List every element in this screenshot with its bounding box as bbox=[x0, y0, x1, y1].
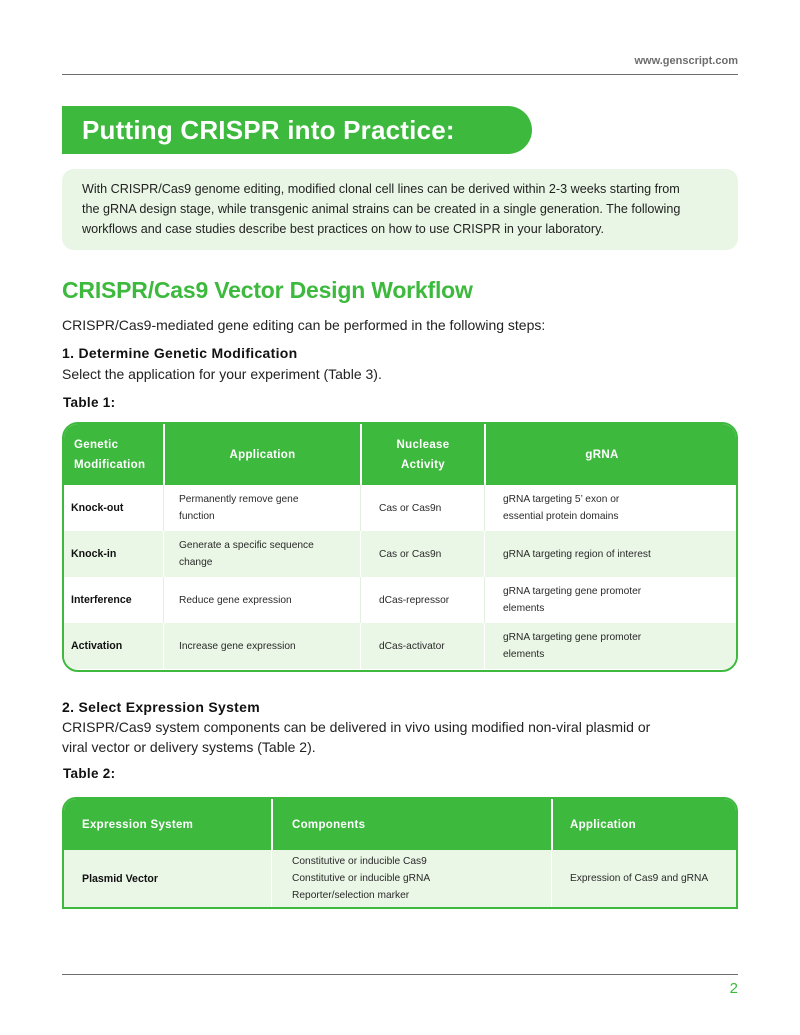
cell-application: Reduce gene expression bbox=[179, 594, 292, 606]
cell-divider bbox=[271, 850, 272, 907]
table-row bbox=[64, 485, 736, 531]
cell-divider bbox=[484, 623, 485, 669]
cell-divider bbox=[163, 623, 164, 669]
step1-heading: 1. Determine Genetic Modification bbox=[62, 345, 298, 361]
cell-application: Permanently remove gene function bbox=[179, 494, 299, 522]
header-divider bbox=[551, 799, 553, 850]
cell-expression-system: Plasmid Vector bbox=[82, 872, 158, 885]
header-divider bbox=[62, 74, 738, 75]
cell-application: Generate a specific sequence change bbox=[179, 540, 314, 568]
cell-modification: Knock-out bbox=[71, 501, 124, 514]
cell-nuclease: Cas or Cas9n bbox=[379, 502, 442, 514]
header-nuclease-activity: Nuclease Activity bbox=[396, 438, 450, 471]
intro-line: the gRNA design stage, while transgenic animal strains can be created in a single generation. The following bbox=[82, 202, 681, 216]
header-components: Components bbox=[292, 818, 366, 831]
cell-divider bbox=[163, 531, 164, 577]
page-number: 2 bbox=[729, 980, 738, 997]
intro-box bbox=[62, 169, 738, 250]
cell-grna: gRNA targeting gene promoter elements bbox=[503, 586, 642, 614]
site-url[interactable]: www.genscript.com bbox=[634, 55, 738, 67]
header-grna: gRNA bbox=[585, 448, 619, 461]
component-item: Reporter/selection marker bbox=[292, 890, 410, 901]
steps-intro: CRISPR/Cas9-mediated gene editing can be performed in the following steps: bbox=[62, 317, 546, 333]
cell-grna: gRNA targeting gene promoter elements bbox=[503, 632, 642, 660]
section-title: CRISPR/Cas9 Vector Design Workflow bbox=[62, 277, 473, 303]
table-row bbox=[64, 850, 736, 907]
table2-label: Table 2: bbox=[63, 766, 116, 781]
header-application: Application bbox=[229, 448, 296, 461]
table-row bbox=[64, 531, 736, 577]
cell-divider bbox=[360, 577, 361, 623]
component-item: Constitutive or inducible gRNA bbox=[292, 873, 431, 884]
cell-divider bbox=[360, 485, 361, 531]
intro-line: workflows and case studies describe best practices on how to use CRISPR in your laboratory. bbox=[82, 222, 604, 236]
cell-nuclease: Cas or Cas9n bbox=[379, 548, 442, 560]
step2-text: CRISPR/Cas9 system components can be delivered in vivo using modified non-viral plasmid or viral vector or delivery systems (Table 2). bbox=[62, 719, 651, 755]
table-row bbox=[64, 623, 736, 669]
cell-divider bbox=[484, 531, 485, 577]
footer-divider bbox=[62, 974, 738, 975]
cell-divider bbox=[163, 485, 164, 531]
table1-header bbox=[64, 424, 736, 485]
header-divider bbox=[271, 799, 273, 850]
cell-divider bbox=[163, 577, 164, 623]
intro-line: With CRISPR/Cas9 genome editing, modified clonal cell lines can be derived within 2-3 weeks starting from bbox=[82, 182, 680, 196]
cell-grna: gRNA targeting 5’ exon or essential protein domains bbox=[503, 494, 620, 522]
header-expression-system: Expression System bbox=[82, 818, 194, 831]
cell-application: Expression of Cas9 and gRNA bbox=[570, 873, 709, 884]
cell-divider bbox=[551, 850, 552, 907]
expression-system-table bbox=[62, 797, 738, 909]
cell-divider bbox=[360, 531, 361, 577]
cell-modification: Activation bbox=[71, 639, 123, 652]
cell-modification: Knock-in bbox=[71, 547, 117, 560]
cell-grna: gRNA targeting region of interest bbox=[503, 548, 651, 560]
step2-heading: 2. Select Expression System bbox=[62, 699, 260, 715]
header-genetic-modification: Genetic Modification bbox=[74, 438, 146, 471]
table-row bbox=[64, 577, 736, 623]
component-item: Constitutive or inducible Cas9 bbox=[292, 856, 427, 867]
modification-table bbox=[62, 422, 738, 672]
step1-text: Select the application for your experiment (Table 3). bbox=[62, 366, 382, 382]
cell-divider bbox=[484, 485, 485, 531]
cell-application: Increase gene expression bbox=[179, 640, 296, 652]
cell-modification: Interference bbox=[71, 593, 132, 606]
page-banner: Putting CRISPR into Practice: bbox=[62, 106, 532, 154]
cell-components bbox=[292, 850, 547, 907]
cell-nuclease: dCas-activator bbox=[379, 640, 445, 652]
table2-header bbox=[64, 799, 736, 850]
cell-divider bbox=[484, 577, 485, 623]
table1-label: Table 1: bbox=[63, 395, 116, 410]
cell-divider bbox=[360, 623, 361, 669]
cell-nuclease: dCas-repressor bbox=[379, 594, 450, 606]
header-application: Application bbox=[570, 818, 636, 831]
